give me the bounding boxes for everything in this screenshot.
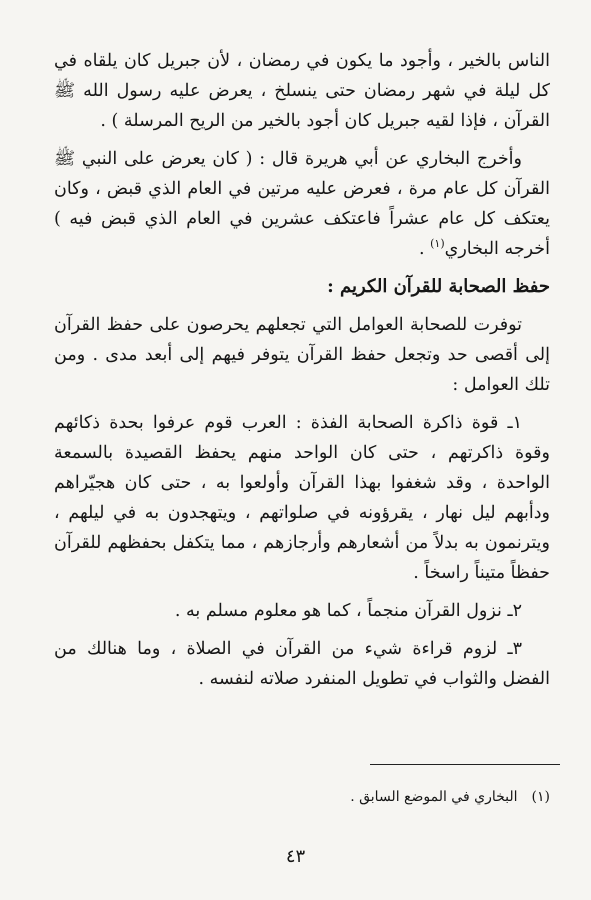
page-body — [54, 46, 550, 694]
factor-gradual-revelation: ٢ـ نزول القرآن منجماً ، كما هو معلوم مسلم به . — [174, 601, 522, 621]
section-heading: حفظ الصحابة للقرآن الكريم : — [327, 276, 550, 297]
footnote — [54, 786, 550, 808]
page-number: ٤٣ — [285, 846, 306, 867]
paragraph-bukhari-text: وأخرج البخاري عن أبي هريرة قال : ( كان يعرض على النبي ﷺ القرآن كل عام مرة ، فعرض عليه مرتين في العام الذي قبض ، وكان يعتكف كل عام عشراً فاعتكف عشرين في العام الذي قبض فيه ) أخرجه البخاري — [54, 149, 550, 259]
paragraph-bukhari-narration — [54, 144, 550, 264]
footnote-divider — [370, 764, 560, 765]
footnote-reference[interactable]: (١) — [430, 237, 445, 251]
footnote-text: البخاري في الموضع السابق . — [350, 789, 518, 805]
factor-memory: ١ـ قوة ذاكرة الصحابة الفذة : العرب قوم عرفوا بحدة ذكائهم وقوة ذاكرتهم ، حتى كان الواحد منهم يحفظ القصيدة بالسمعة الواحدة ، وقد شغفوا بهذا القرآن وأولعوا به ، حتى كان هجيّراهم ودأبهم ليل نهار ، يقرؤونه في صلواتهم ، ويتهجدون به في ليلهم ، ويترنمون به بدلاً من أشعارهم وأرجازهم ، مما يتكفل بحفظهم للقرآن حفظاً متيناً راسخاً . — [54, 413, 550, 583]
paragraph-hadith-ramadan: الناس بالخير ، وأجود ما يكون في رمضان ، لأن جبريل كان يلقاه في كل ليلة في شهر رمضان حتى ينسلخ ، يعرض عليه رسول الله ﷺ القرآن ، فإذا لقيه جبريل كان أجود بالخير من الريح المرسلة ) . — [54, 51, 550, 131]
paragraph-intro: توفرت للصحابة العوامل التي تجعلهم يحرصون على حفظ القرآن إلى أقصى حد وتجعل حفظ القرآن يتوفر فيهم إلى أبعد مدى . ومن تلك العوامل : — [54, 315, 550, 395]
footnote-number: (١) — [531, 789, 550, 805]
factor-prayer-recitation: ٣ـ لزوم قراءة شيء من القرآن في الصلاة ، وما هنالك من الفضل والثواب في تطويل المنفرد صلاته لنفسه . — [54, 639, 550, 689]
paragraph-end-mark: . — [418, 239, 431, 259]
